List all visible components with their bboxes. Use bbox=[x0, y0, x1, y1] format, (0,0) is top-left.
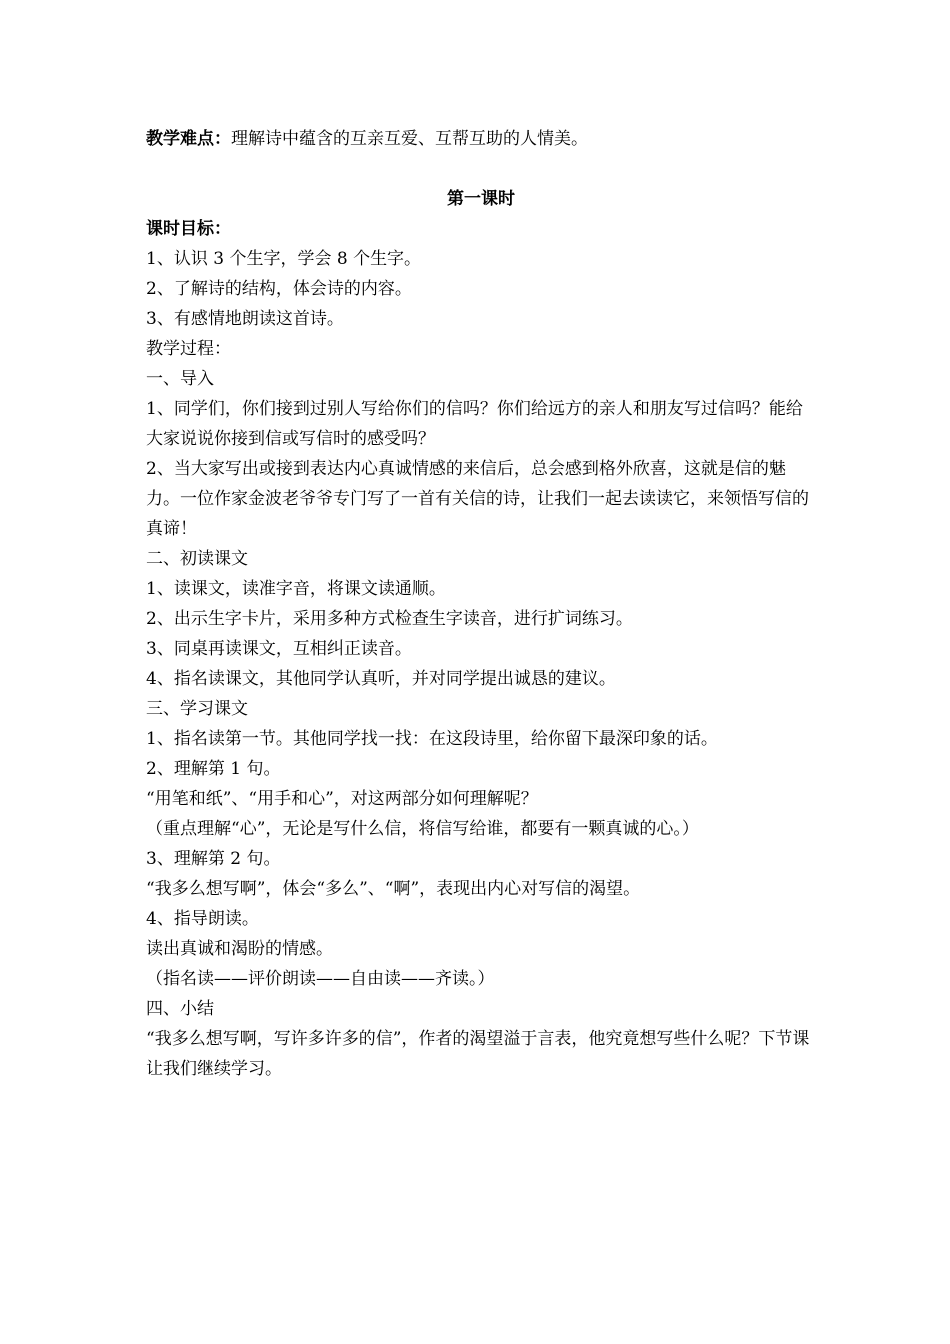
first-reading-item: 1、读课文，读准字音，将课文读通顺。 bbox=[146, 579, 446, 599]
teaching-difficulty bbox=[146, 124, 816, 154]
first-reading-item: 4、指名读课文，其他同学认真听，并对同学提出诚恳的建议。 bbox=[146, 669, 616, 689]
teaching-difficulty-label: 教学难点： bbox=[146, 129, 231, 149]
process-heading: 教学过程： bbox=[146, 339, 231, 359]
first-reading-item: 2、出示生字卡片，采用多种方式检查生字读音，进行扩词练习。 bbox=[146, 609, 633, 629]
goal-item: 3、有感情地朗读这首诗。 bbox=[146, 309, 344, 329]
study-item: “我多么想写啊”，体会“多么”、“啊”，表现出内心对写信的渴望。 bbox=[146, 879, 641, 899]
study-item: “用笔和纸”、“用手和心”，对这两部分如何理解呢？ bbox=[146, 789, 538, 809]
goal-item: 2、了解诗的结构，体会诗的内容。 bbox=[146, 279, 412, 299]
first-reading-item: 3、同桌再读课文，互相纠正读音。 bbox=[146, 639, 412, 659]
part-heading-study: 三、学习课文 bbox=[146, 699, 248, 719]
teaching-difficulty-text: 理解诗中蕴含的互亲互爱、互帮互助的人情美。 bbox=[231, 129, 588, 149]
study-item: （指名读——评价朗读——自由读——齐读。） bbox=[146, 969, 495, 989]
study-item: 3、理解第 2 句。 bbox=[146, 849, 281, 869]
section-title: 第一课时 bbox=[447, 189, 515, 209]
study-item: 4、指导朗读。 bbox=[146, 909, 259, 929]
goals-heading: 课时目标： bbox=[146, 219, 231, 239]
part-heading-first-reading: 二、初读课文 bbox=[146, 549, 248, 569]
intro-item: 1、同学们，你们接到过别人写给你们的信吗？你们给远方的亲人和朋友写过信吗？能给大家说说你接到信或写信时的感受吗？ bbox=[146, 399, 803, 449]
part-heading-summary: 四、小结 bbox=[146, 999, 214, 1019]
intro-item: 2、当大家写出或接到表达内心真诚情感的来信后，总会感到格外欣喜，这就是信的魅力。一位作家金波老爷爷专门写了一首有关信的诗，让我们一起去读读它，来领悟写信的真谛！ bbox=[146, 459, 809, 539]
study-item: （重点理解“心”，无论是写什么信，将信写给谁，都要有一颗真诚的心。） bbox=[146, 819, 699, 839]
study-item: 读出真诚和渴盼的情感。 bbox=[146, 939, 333, 959]
document-body bbox=[146, 124, 816, 1084]
summary-item: “我多么想写啊，写许多许多的信”，作者的渴望溢于言表，他究竟想写些什么呢？下节课让我们继续学习。 bbox=[146, 1029, 810, 1079]
part-heading-intro: 一、导入 bbox=[146, 369, 214, 389]
goal-item: 1、认识 3 个生字，学会 8 个生字。 bbox=[146, 249, 422, 269]
study-item: 2、理解第 1 句。 bbox=[146, 759, 281, 779]
study-item: 1、指名读第一节。其他同学找一找：在这段诗里，给你留下最深印象的话。 bbox=[146, 729, 718, 749]
